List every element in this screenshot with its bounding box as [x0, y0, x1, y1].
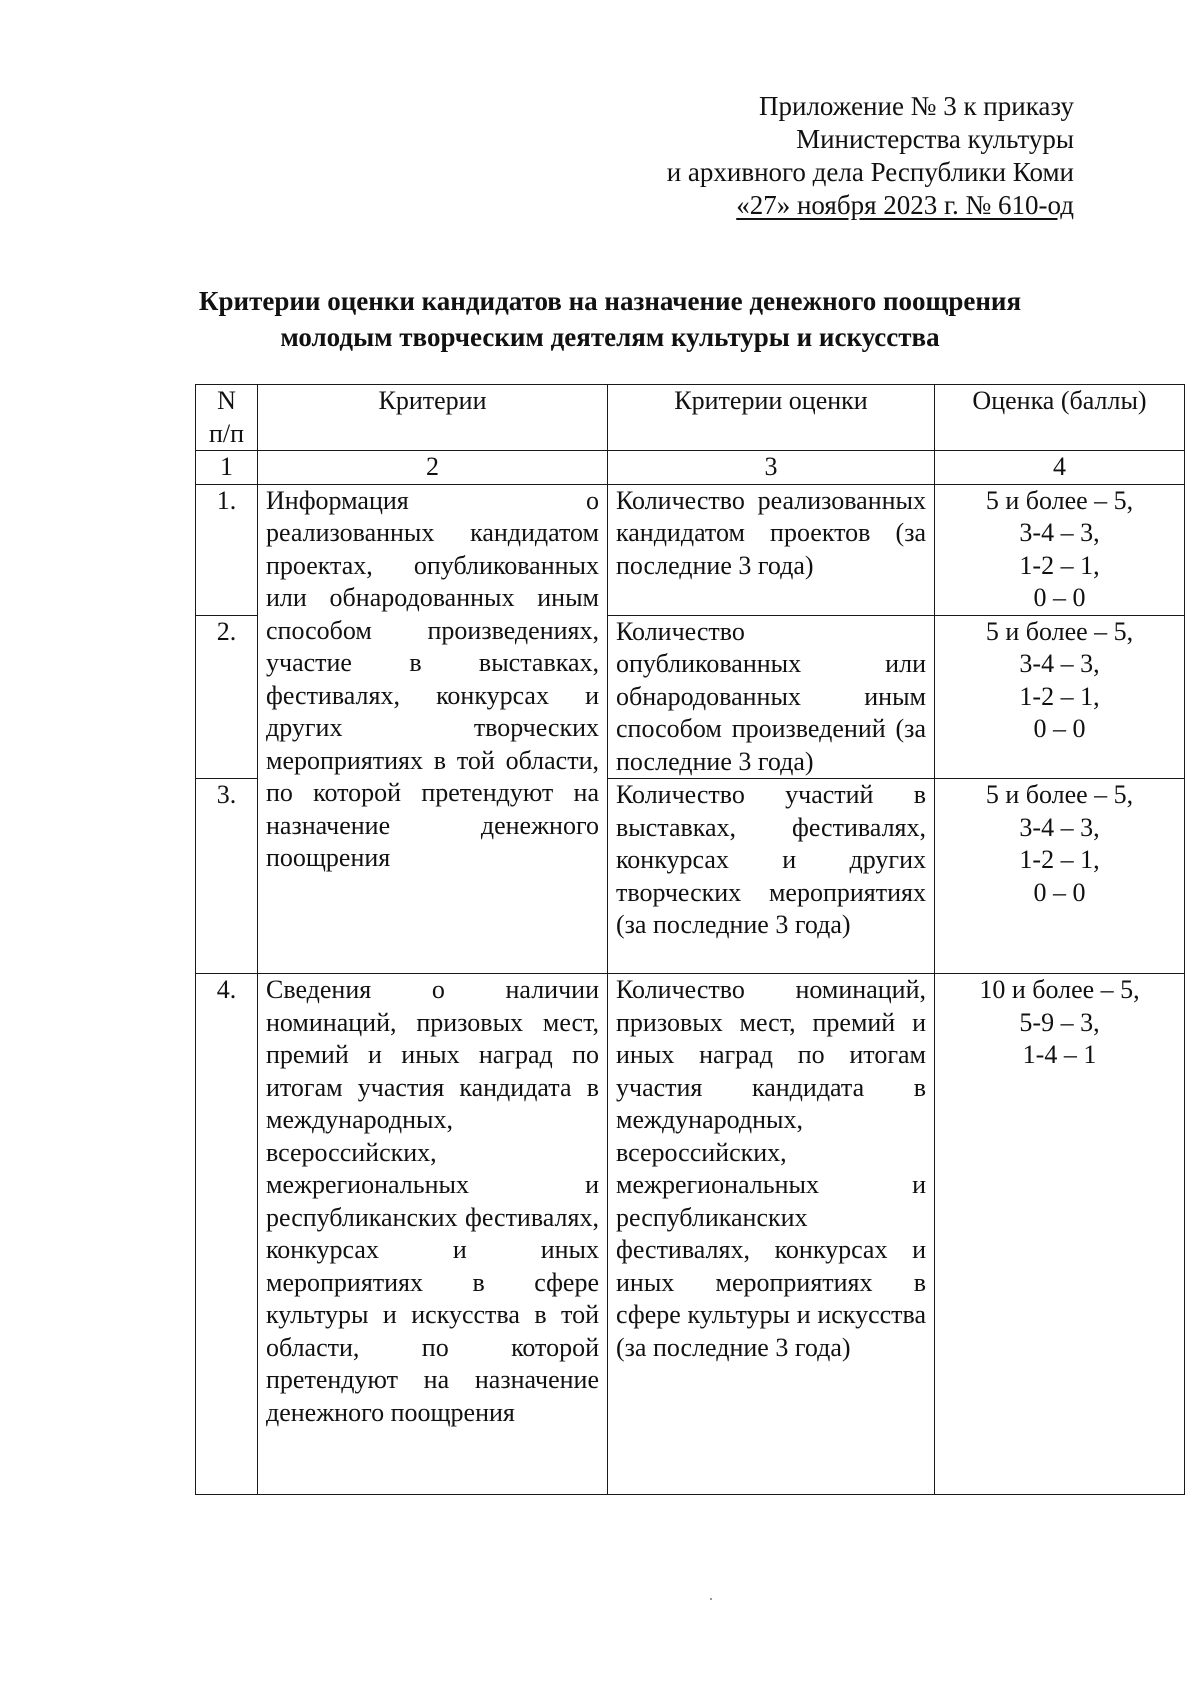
score-line: 5 и более – 5,	[985, 485, 1134, 515]
evaluation-cell: Количество участий в выставках, фестивалях, конкурсах и других творческих мероприятиях (за последние 3 года)	[608, 779, 935, 974]
score-line: 3-4 – 3,	[1019, 649, 1100, 678]
column-index: 3	[608, 451, 935, 485]
criteria-cell: Сведения о наличии номинаций, призовых мест, премий и иных наград по итогам участия кандидата в международных, всероссийских, межрегиональных и республиканских фестивалях, конкурсах и иных мероприятиях в сфере культуры и искусства в той области, по которой претендуют на назначение денежного поощрения	[258, 974, 608, 1495]
criteria-table	[195, 384, 1185, 1495]
title-line-2: молодым творческим деятелям культуры и искусства	[280, 322, 940, 352]
row-number: 1.	[196, 484, 258, 615]
header-criteria: Критерии	[258, 385, 608, 451]
score-line: 1-2 – 1,	[1019, 681, 1100, 711]
score-line: 5-9 – 3,	[1019, 1007, 1100, 1037]
column-index: 2	[258, 451, 608, 485]
scan-speck	[710, 1598, 712, 1600]
score-cell	[935, 974, 1185, 1495]
appendix-reference	[667, 90, 1074, 222]
score-cell	[935, 779, 1185, 974]
header-number: N п/п	[196, 385, 258, 451]
score-line: 5 и более – 5,	[985, 780, 1134, 809]
header-evaluation: Критерии оценки	[608, 385, 935, 451]
row-number: 2.	[196, 615, 258, 779]
score-line: 3-4 – 3,	[1019, 812, 1100, 842]
title-line-1: Критерии оценки кандидатов на назначение денежного поощрения	[198, 286, 1022, 316]
evaluation-cell: Количество опубликованных или обнародованных иным способом произведений (за последние 3 года)	[608, 615, 935, 779]
row-number: 3.	[196, 779, 258, 974]
order-date-number: «27» ноября 2023 г. № 610-од	[736, 190, 1074, 220]
score-line: 0 – 0	[1033, 714, 1086, 743]
score-cell	[935, 484, 1185, 615]
column-index: 1	[196, 451, 258, 485]
score-line: 3-4 – 3,	[1019, 518, 1100, 547]
table-row	[196, 974, 1185, 1495]
row-number: 4.	[196, 974, 258, 1495]
table-row	[196, 484, 1185, 615]
table-header-row	[196, 385, 1185, 451]
score-line: 1-2 – 1,	[1019, 550, 1100, 580]
score-line: 5 и более – 5,	[985, 616, 1134, 646]
column-index: 4	[935, 451, 1185, 485]
appendix-line-3: и архивного дела Республики Коми	[666, 157, 1074, 187]
header-score: Оценка (баллы)	[935, 385, 1185, 451]
criteria-cell-merged: Информация о реализованных кандидатом проектах, опубликованных или обнародованных иным способом произведениях, участие в выставках, фестивалях, конкурсах и других творческих мероприятиях в той области, по которой претендуют на назначение денежного поощрения	[258, 484, 608, 974]
appendix-line-2: Министерства культуры	[796, 124, 1074, 154]
appendix-line-1: Приложение № 3 к приказу	[759, 91, 1074, 121]
score-line: 1-4 – 1	[1022, 1040, 1097, 1069]
score-cell	[935, 615, 1185, 779]
score-line: 10 и более – 5,	[979, 975, 1140, 1004]
table-index-row	[196, 451, 1185, 485]
document-title	[160, 283, 1060, 355]
score-line: 0 – 0	[1033, 583, 1086, 612]
evaluation-cell: Количество реализованных кандидатом проектов (за последние 3 года)	[608, 484, 935, 615]
score-line: 0 – 0	[1033, 877, 1086, 907]
evaluation-cell: Количество номинаций, призовых мест, премий и иных наград по итогам участия кандидата в международных, всероссийских, межрегиональных и республиканских фестивалях, конкурсах и иных мероприятиях в сфере культуры и искусства (за последние 3 года)	[608, 974, 935, 1495]
score-line: 1-2 – 1,	[1019, 845, 1100, 874]
